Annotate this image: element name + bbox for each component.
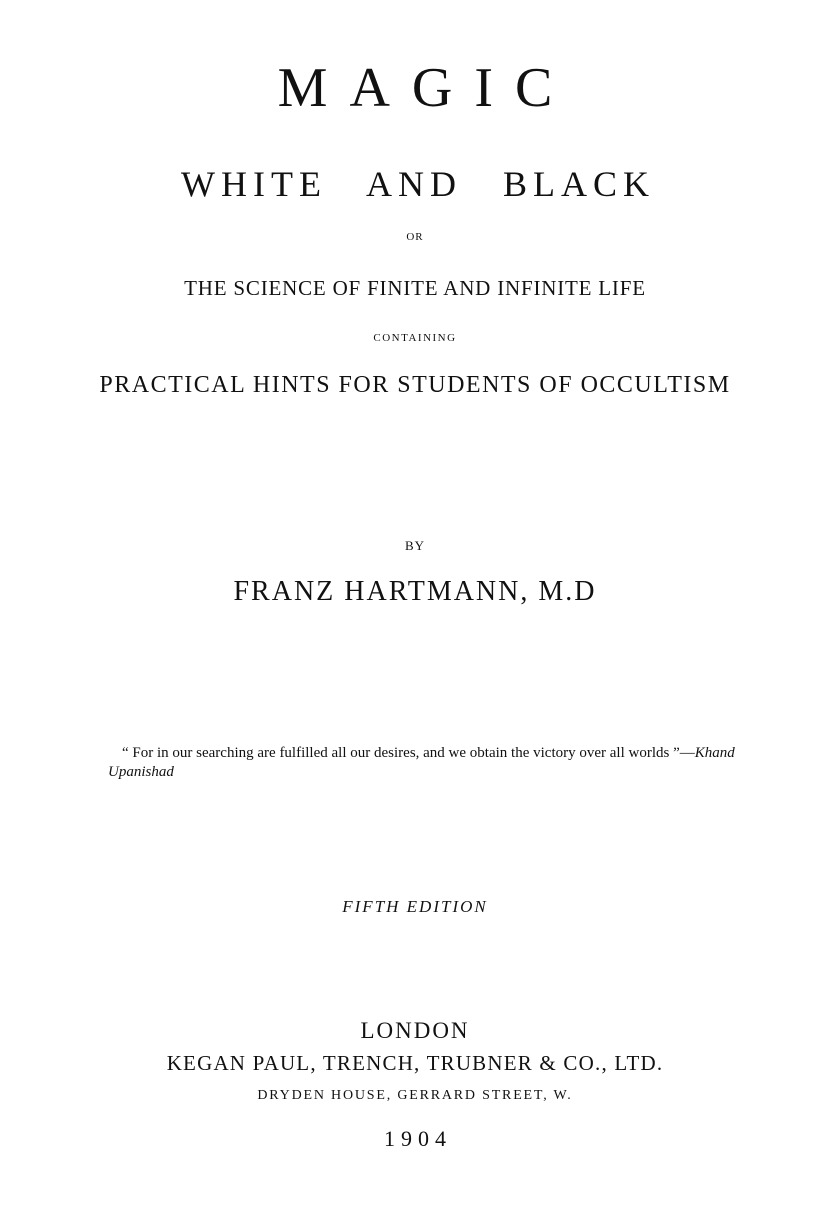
book-subtitle: WHITE AND BLACK xyxy=(181,164,655,204)
imprint-year: 1904 xyxy=(384,1126,452,1151)
containing-connector: CONTAINING xyxy=(373,332,457,344)
imprint-publisher: KEGAN PAUL, TRENCH, TRUBNER & CO., LTD. xyxy=(166,1051,664,1075)
epigraph-text: “ For in our searching are fulfilled all our desires, and we obtain the victory over all worlds ”— xyxy=(122,745,695,761)
imprint-city: LONDON xyxy=(360,1018,470,1043)
epigraph-source: Khand Upanishad xyxy=(108,745,735,780)
author-name: FRANZ HARTMANN, M.D xyxy=(233,576,597,607)
or-connector: OR xyxy=(406,231,424,243)
edition-label: FIFTH EDITION xyxy=(342,897,488,916)
contents-description: PRACTICAL HINTS FOR STUDENTS OF OCCULTISM xyxy=(99,372,731,398)
book-title: MAGIC xyxy=(277,57,575,119)
by-connector: BY xyxy=(404,538,426,553)
alternate-title: THE SCIENCE OF FINITE AND INFINITE LIFE xyxy=(184,276,646,300)
imprint-address: DRYDEN HOUSE, GERRARD STREET, W. xyxy=(257,1088,573,1103)
epigraph xyxy=(108,744,748,782)
